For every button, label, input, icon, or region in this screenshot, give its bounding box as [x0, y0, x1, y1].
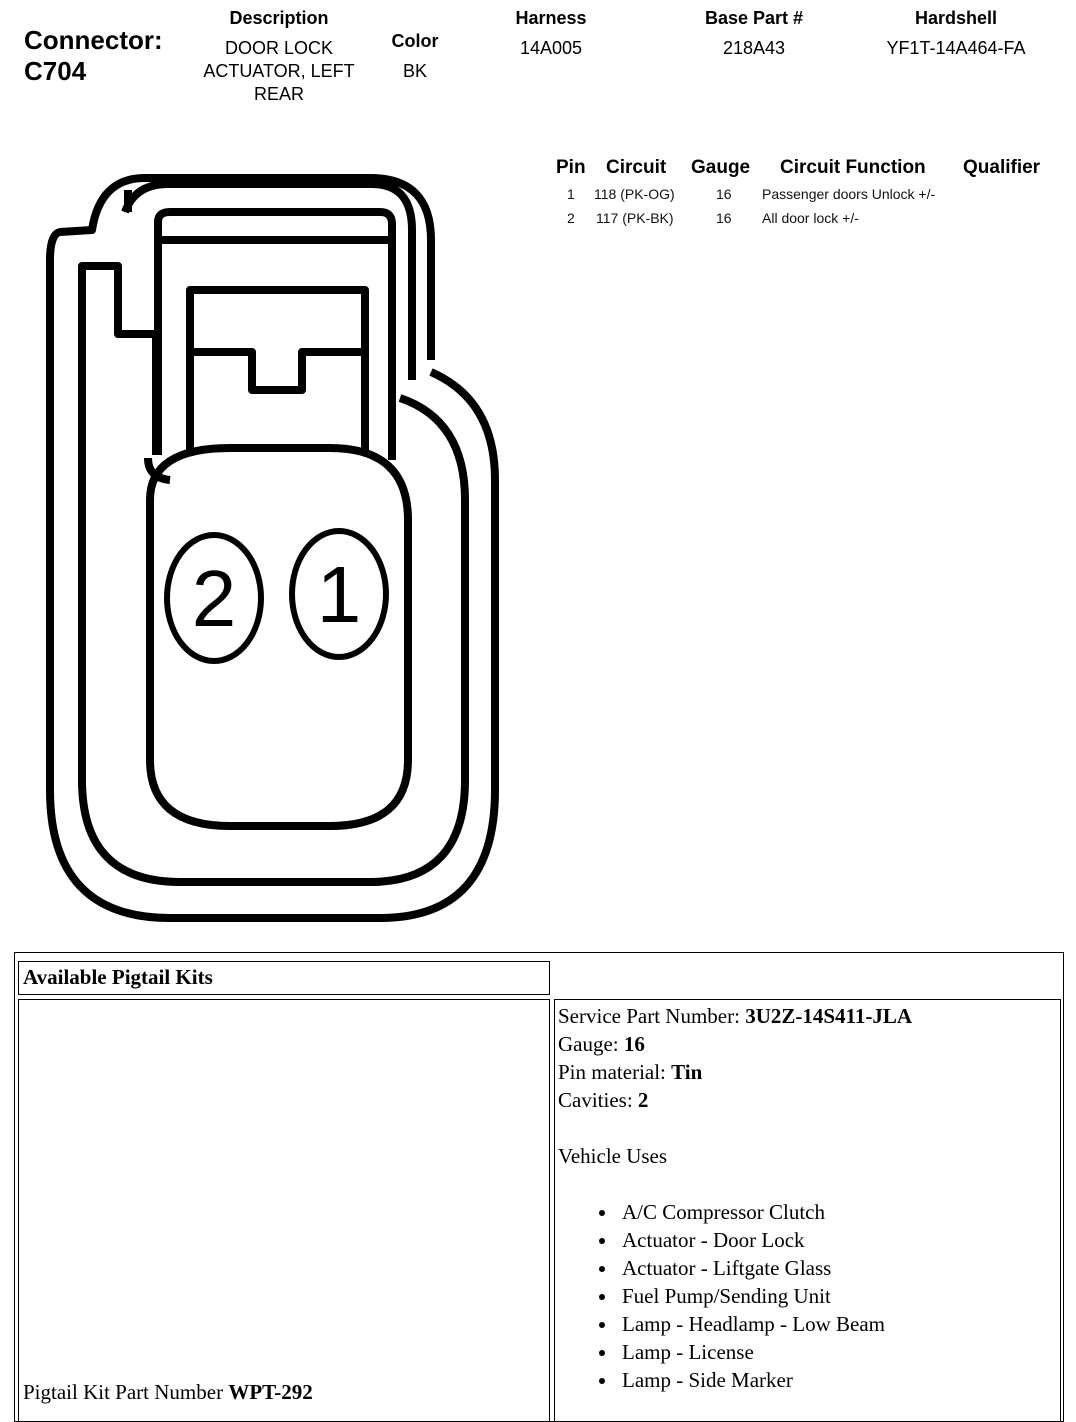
latch-tab — [190, 290, 365, 455]
row1-gauge: 16 — [716, 186, 732, 202]
list-item: • Lamp - Side Marker — [618, 1366, 912, 1394]
description-line-3: REAR — [253, 84, 304, 104]
kit-number-value: WPT-292 — [228, 1380, 313, 1404]
base-part-header: Base Part # — [704, 8, 804, 28]
gauge-line — [558, 1030, 912, 1058]
color-value: BK — [402, 61, 427, 81]
service-part-line — [558, 1002, 912, 1030]
qualifier-col-header: Qualifier — [963, 157, 1041, 178]
row2-pin: 2 — [567, 210, 575, 226]
cavities-value: 2 — [637, 1088, 649, 1112]
row1-function: Passenger doors Unlock +/- — [762, 186, 936, 202]
row1-circuit: 118 (PK-OG) — [594, 186, 675, 202]
vehicle-uses-heading: Vehicle Uses — [558, 1144, 668, 1168]
harness-value: 14A005 — [519, 38, 583, 58]
hardshell-header: Hardshell — [914, 8, 998, 28]
gauge-value: 16 — [623, 1032, 645, 1056]
service-part-label: Service Part Number: — [558, 1004, 746, 1028]
row2-function: All door lock +/- — [762, 210, 859, 226]
service-part-value: 3U2Z-14S411-JLA — [745, 1004, 913, 1028]
list-item: • Lamp - Headlamp - Low Beam — [618, 1310, 912, 1338]
hardshell-value: YF1T-14A464-FA — [886, 38, 1026, 58]
pin-col-header: Pin — [556, 157, 586, 178]
row2-circuit: 117 (PK-BK) — [596, 210, 674, 226]
pigtail-kit-number — [23, 1378, 313, 1406]
harness-header: Harness — [515, 8, 587, 28]
description-line-2: ACTUATOR, LEFT — [203, 61, 355, 81]
row1-pin: 1 — [567, 186, 575, 202]
pigtail-kit-cell — [18, 999, 550, 1422]
cavities-label: Cavities: — [558, 1088, 638, 1112]
list-item: • Actuator - Liftgate Glass — [618, 1254, 912, 1282]
color-header: Color — [391, 31, 439, 51]
description-header: Description — [229, 8, 329, 28]
list-item: • A/C Compressor Clutch — [618, 1198, 912, 1226]
pin-1-label: 1 — [316, 550, 362, 639]
pin-face-outline — [150, 448, 408, 826]
connector-label: Connector: — [24, 25, 163, 55]
cavities-line — [558, 1086, 912, 1114]
list-item: • Fuel Pump/Sending Unit — [618, 1282, 912, 1310]
list-item: • Lamp - License — [618, 1338, 912, 1366]
description-value — [179, 37, 379, 106]
pin-material-value: Tin — [671, 1060, 703, 1084]
connector-face-diagram — [0, 150, 540, 940]
pigtail-spec-cell — [554, 999, 1061, 1422]
pin-material-line — [558, 1058, 912, 1086]
gauge-col-header: Gauge — [691, 157, 751, 178]
connector-id: C704 — [24, 56, 87, 86]
pigtail-title: Available Pigtail Kits — [23, 965, 213, 989]
description-line-1: DOOR LOCK — [224, 38, 334, 58]
spec-block — [558, 1002, 912, 1394]
list-item: • Actuator - Door Lock — [618, 1226, 912, 1254]
circuit-col-header: Circuit — [606, 157, 667, 178]
function-col-header: Circuit Function — [780, 157, 926, 178]
base-part-value: 218A43 — [722, 38, 786, 58]
pin-2-label: 2 — [191, 554, 237, 643]
kit-number-label: Pigtail Kit Part Number — [23, 1380, 229, 1404]
gauge-label: Gauge: — [558, 1032, 624, 1056]
row2-gauge: 16 — [716, 210, 732, 226]
pigtail-title-cell — [18, 961, 550, 995]
pin-material-label: Pin material: — [558, 1060, 672, 1084]
vehicle-uses-list — [558, 1198, 912, 1394]
